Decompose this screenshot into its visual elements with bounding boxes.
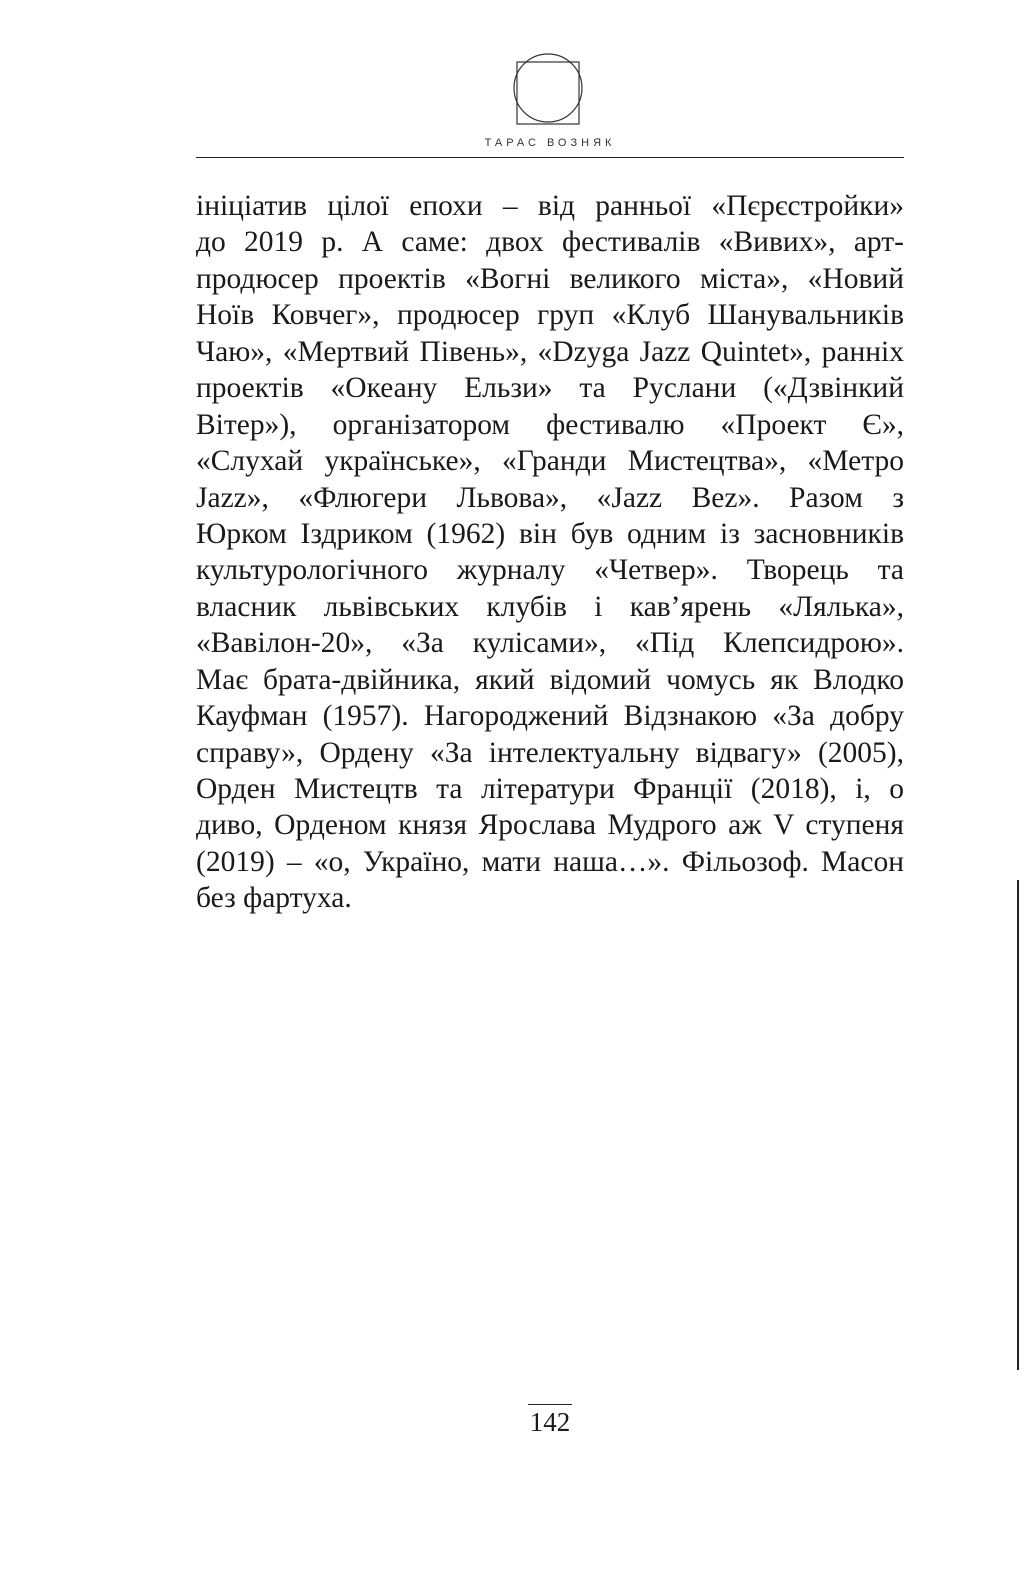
body-text xyxy=(196,188,904,917)
page-number xyxy=(196,1404,904,1438)
body-line: диво, Орденом князя Ярослава Мудрого аж V ступеня xyxy=(196,809,904,842)
body-line: «Слухай українське», «Гранди Мистецтва», «Метро xyxy=(196,445,904,478)
body-line: культурологічного журналу «Четвер». Творець та xyxy=(196,554,904,587)
body-line: Ноїв Ковчег», продюсер груп «Клуб Шанувальників xyxy=(196,299,904,332)
circle-square-emblem-icon xyxy=(510,48,586,128)
body-line: Має брата-двійника, який відомий чомусь як Влодко xyxy=(196,663,904,696)
body-line: до 2019 р. А саме: двох фестивалів «Вивих», арт- xyxy=(196,226,904,259)
page-edge-mark xyxy=(1017,880,1019,1370)
body-line: Юрком Іздриком (1962) він був одним із засновників xyxy=(196,517,904,550)
body-line: «Вавілон-20», «За кулісами», «Під Клепсидрою». xyxy=(196,627,904,660)
header-rule xyxy=(196,157,904,158)
body-line: проектів «Океану Ельзи» та Руслани («Дзвінкий xyxy=(196,372,904,405)
body-line: Чаю», «Мертвий Півень», «Dzyga Jazz Quintet», ранніх xyxy=(196,335,904,368)
page-number-text: 142 xyxy=(528,1404,573,1438)
body-line: без фартуха. xyxy=(196,882,352,915)
running-head: ТАРАС ВОЗНЯК xyxy=(484,137,616,149)
body-line: продюсер проектів «Вогні великого міста», «Новий xyxy=(196,262,904,295)
body-line: ініціатив цілої епохи – від ранньої «Пєрєстройки» xyxy=(196,190,904,222)
body-line: Орден Мистецтв та літератури Франції (2018), і, о xyxy=(196,773,904,805)
body-line: власник львівських клубів і кав’ярень «Лялька», xyxy=(196,590,904,623)
body-line: Кауфман (1957). Нагороджений Відзнакою «За добру xyxy=(196,700,904,733)
body-line: Вітер»), організатором фестивалю «Проект Є», xyxy=(196,408,904,441)
body-line: (2019) – «о, Україно, мати наша…». Фільозоф. Масон xyxy=(196,845,904,878)
body-line: Jazz», «Флюгери Львова», «Jazz Bez». Разом з xyxy=(196,481,904,514)
body-line: справу», Ордену «За інтелектуальну відвагу» (2005), xyxy=(196,736,904,769)
